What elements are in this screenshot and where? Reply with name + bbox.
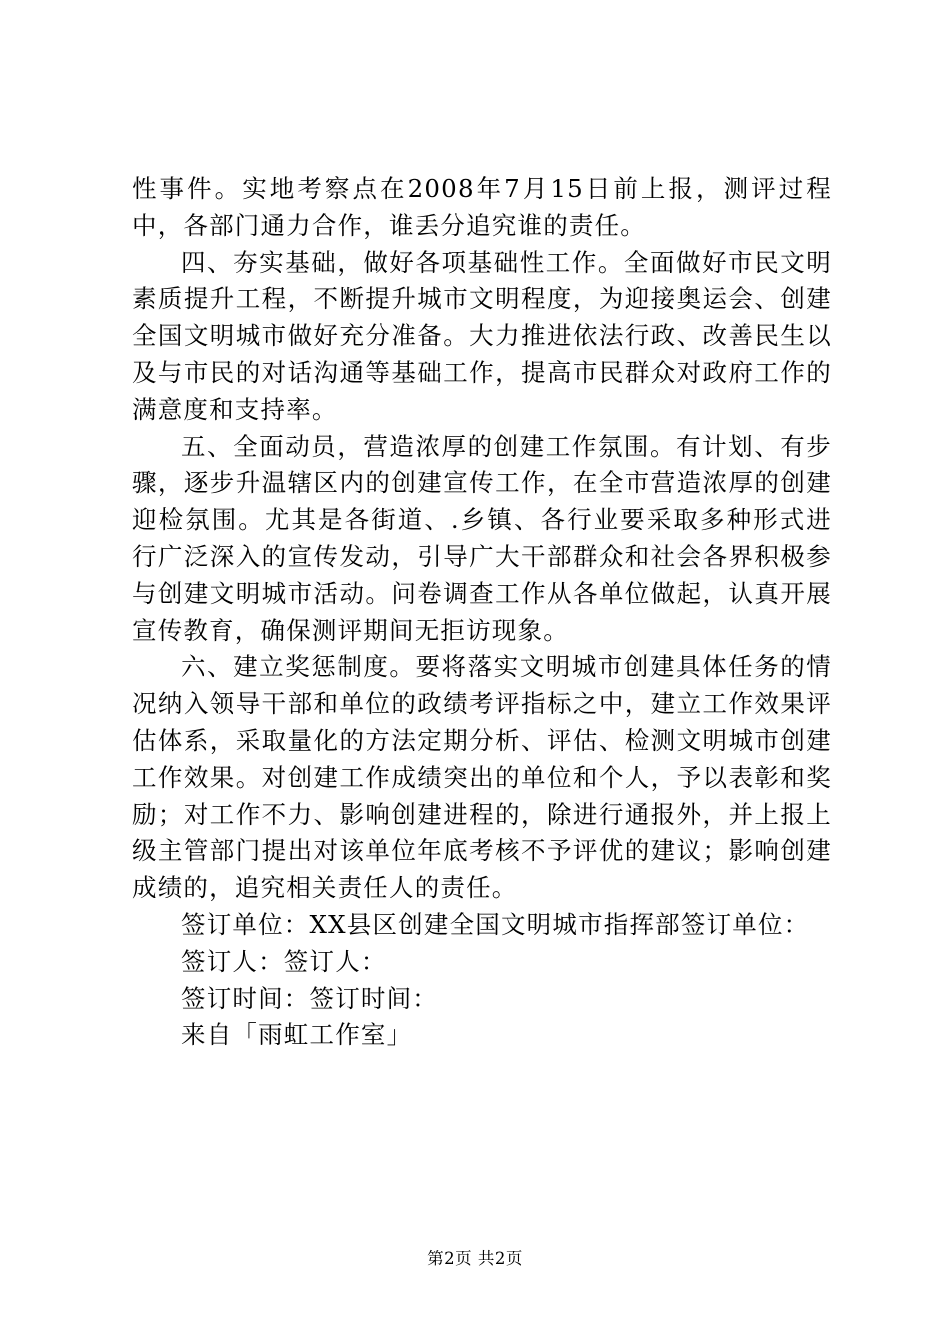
signing-time-line: 签订时间：签订时间： [181,983,438,1013]
source-line: 来自「雨虹工作室」 [181,1020,413,1050]
document-body [132,171,832,1054]
signing-person-line: 签订人：签订人： [181,946,387,976]
signing-unit-line: 签订单位：XX县区创建全国文明城市指挥部签订单位： [181,909,810,939]
paragraph-section-five: 五、全面动员，营造浓厚的创建工作氛围。有计划、有步骤，逐步升温辖区内的创建宣传工作，在全市营造浓厚的创建迎检氛围。尤其是各街道、.乡镇、各行业要采取多种形式进行广泛深入的宣传发动，引导广大干部群众和社会各界积极参与创建文明城市活动。问卷调查工作从各单位做起，认真开展宣传教育，确保测评期间无拒访现象。 [132,431,832,645]
paragraph-continuation: 性事件。实地考察点在2008年7月15日前上报，测评过程中，各部门通力合作，谁丢分追究谁的责任。 [132,174,832,240]
paragraph-section-four: 四、夯实基础，做好各项基础性工作。全面做好市民文明素质提升工程，不断提升城市文明程度，为迎接奥运会、创建全国文明城市做好充分准备。大力推进依法行政、改善民生以及与市民的对话沟通等基础工作，提高市民群众对政府工作的满意度和支持率。 [132,247,832,424]
page-footer: 第2页 共2页 [427,1249,523,1268]
paragraph-section-six: 六、建立奖惩制度。要将落实文明城市创建具体任务的情况纳入领导干部和单位的政绩考评指标之中，建立工作效果评估体系，采取量化的方法定期分析、评估、检测文明城市创建工作效果。对创建工作成绩突出的单位和个人，予以表彰和奖励；对工作不力、影响创建进程的，除进行通报外，并上报上级主管部门提出对该单位年底考核不予评优的建议；影响创建成绩的，追究相关责任人的责任。 [132,652,832,903]
